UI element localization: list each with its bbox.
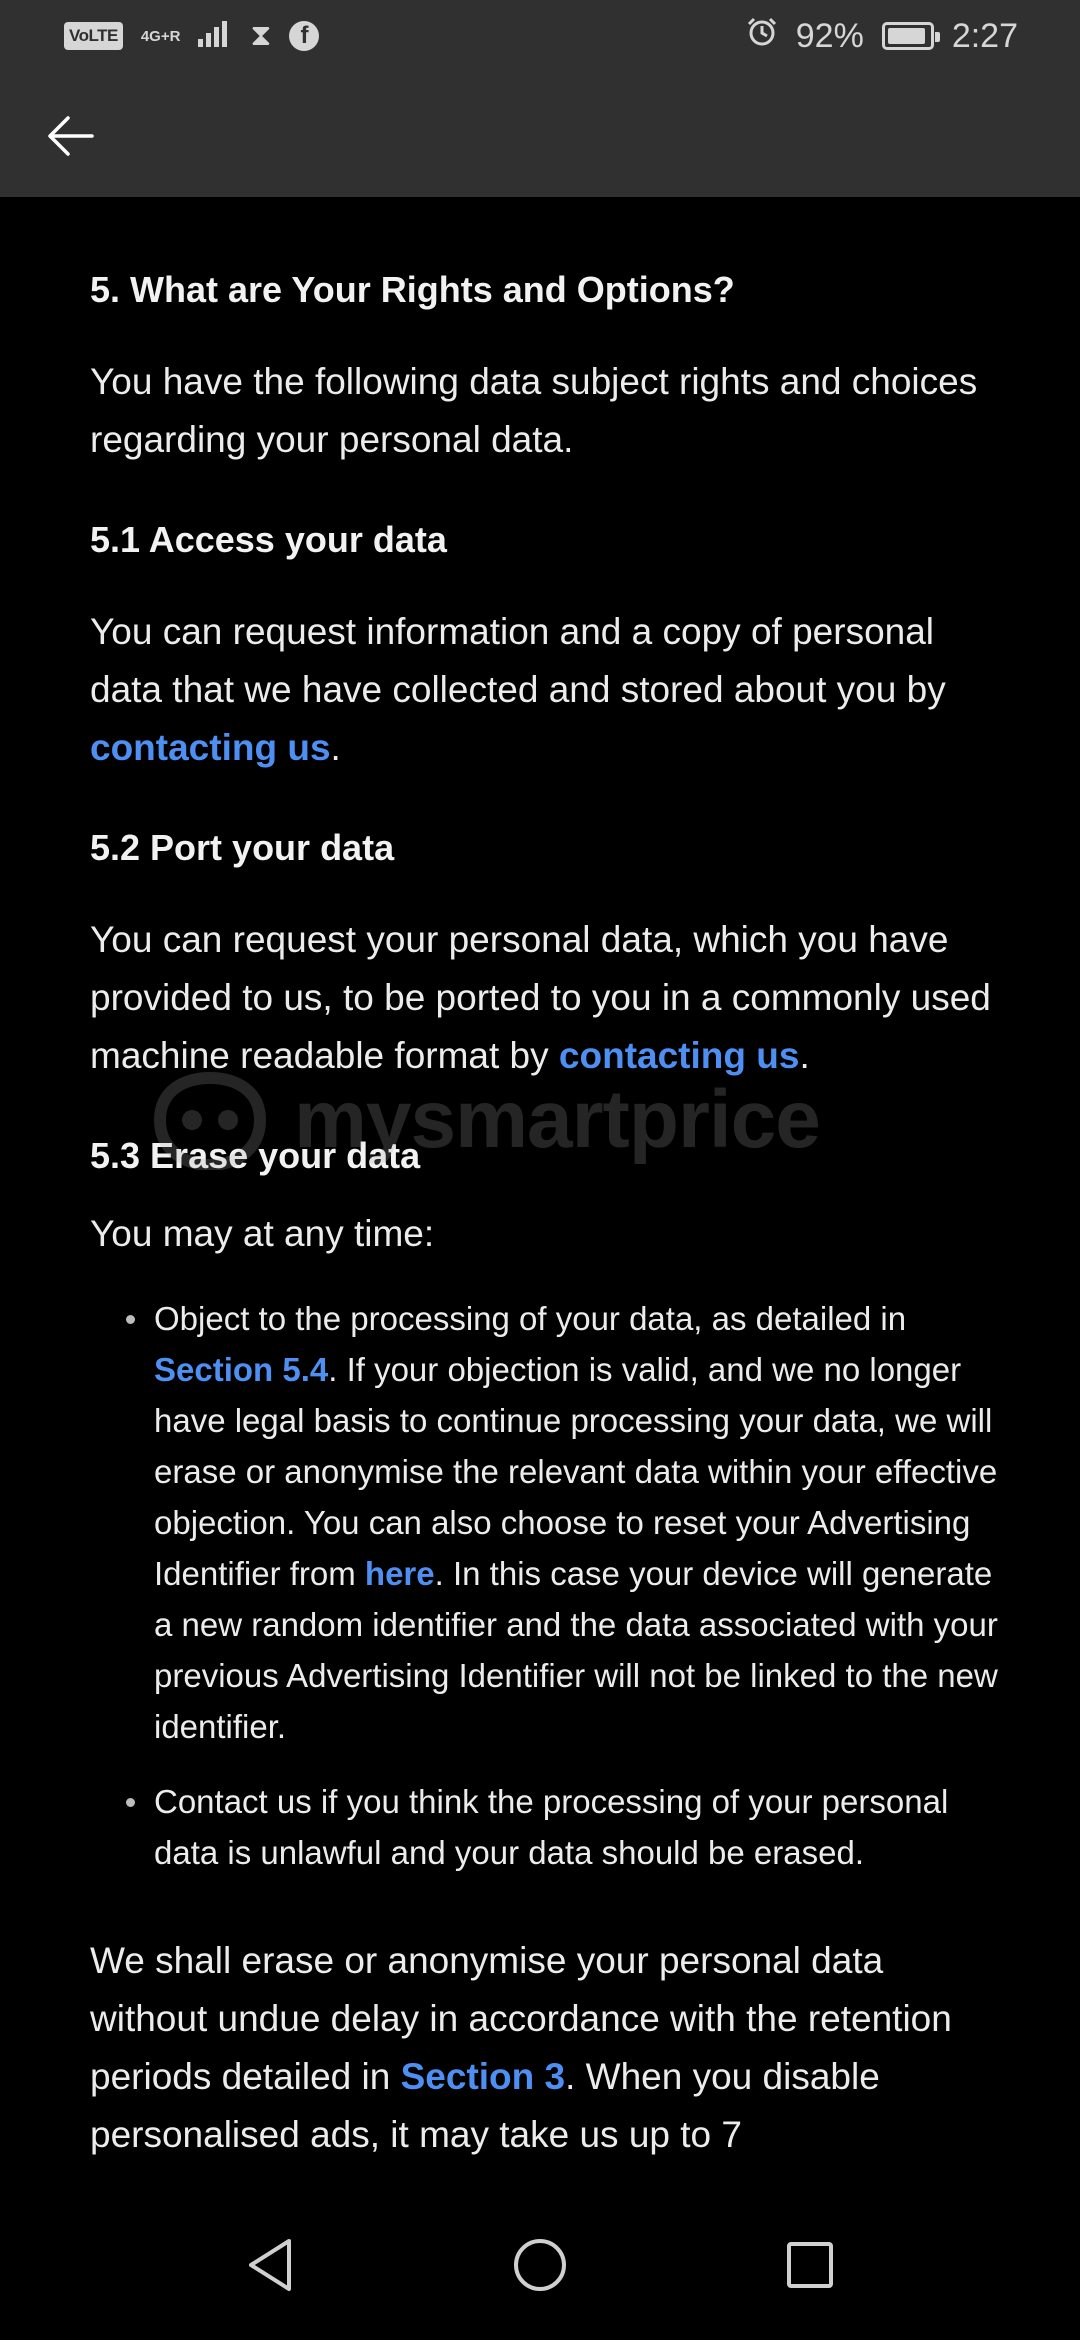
battery-fill [888, 28, 925, 44]
section-title: 5. What are Your Rights and Options? [90, 269, 735, 310]
battery-icon [882, 22, 934, 50]
arrow-left-icon [44, 110, 96, 162]
intro-paragraph: You have the following data subject rights and choices regarding your personal data. [90, 361, 978, 460]
section-3-link[interactable]: Section 3 [400, 2056, 566, 2097]
signal-icon [198, 17, 232, 56]
nav-home-button[interactable] [510, 2235, 570, 2295]
closing-paragraph: We shall erase or anonymise your personal data without undue delay in accordance with the retention periods detailed in Section 3. When you disable personalised ads, it may take us up to 7 [90, 1940, 952, 2155]
contact-us-link[interactable]: contacting us [90, 727, 331, 768]
volte-badge: VoLTE [64, 22, 123, 50]
erase-options-list [90, 1293, 1000, 1878]
status-bar [0, 0, 1080, 72]
policy-content [90, 197, 1000, 2157]
paragraph-port-data: You can request your personal data, which you have provided to us, to be ported to you in a commonly used machine readable format by contacting us. [90, 919, 991, 1076]
list-item: Contact us if you think the processing of your personal data is unlawful and your data should be erased. [126, 1776, 1000, 1878]
alarm-icon [746, 16, 778, 57]
here-link[interactable]: here [364, 1555, 435, 1592]
heading-port-data: 5.2 Port your data [90, 827, 395, 868]
facebook-icon: f [289, 21, 319, 51]
system-nav-bar [0, 2190, 1080, 2340]
hourglass-icon: ⧗ [250, 19, 272, 52]
section-5-4-link[interactable]: Section 5.4 [154, 1351, 329, 1388]
contact-us-link[interactable]: contacting us [558, 1035, 800, 1076]
clock: 2:27 [951, 16, 1018, 55]
home-circle-icon [512, 2237, 568, 2293]
recents-square-icon [785, 2240, 835, 2290]
paragraph-access-data: You can request information and a copy of personal data that we have collected and stored about you by contacting us. [90, 611, 946, 768]
status-left [64, 17, 319, 56]
app-bar [0, 72, 1080, 197]
watermark-text: mysmartprice [294, 1074, 820, 1165]
battery-percent: 92% [795, 16, 864, 55]
heading-erase-data: 5.3 Erase your data [90, 1135, 421, 1176]
heading-access-data: 5.1 Access your data [90, 519, 447, 560]
nav-back-button[interactable] [240, 2235, 300, 2295]
list-item: Object to the processing of your data, as detailed in Section 5.4. If your objection is valid, and we no longer have legal basis to continue processing your data, we will erase or anonymise the relevant data within your effective objection. You can also choose to reset your Advertising Identifier from here. In this case your device will generate a new random identifier and the data associated with your previous Advertising Identifier will not be linked to the new identifier. [126, 1293, 1000, 1752]
back-triangle-icon [245, 2237, 295, 2293]
network-type: 4G+R [140, 27, 181, 45]
erase-lead: You may at any time: [90, 1213, 435, 1254]
back-button[interactable] [30, 96, 110, 176]
status-right [746, 16, 1018, 57]
nav-recents-button[interactable] [780, 2235, 840, 2295]
